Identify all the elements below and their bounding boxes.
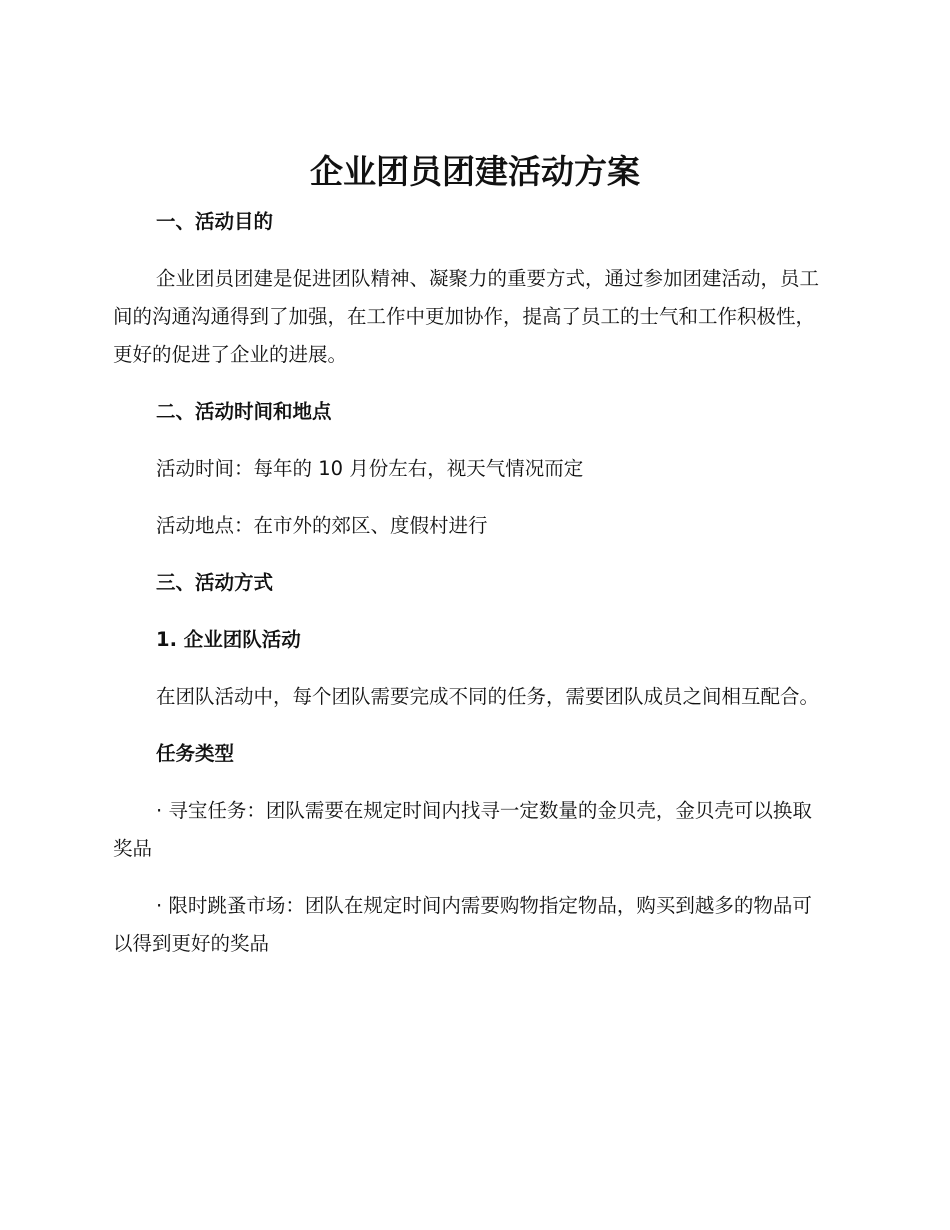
paragraph: 活动时间：每年的 10 月份左右，视天气情况而定 <box>156 457 584 480</box>
document-title: 企业团员团建活动方案 <box>310 152 640 191</box>
paragraph: · 限时跳蚤市场：团队在规定时间内需要购物指定物品，购买到越多的物品可以得到更好的奖品 <box>113 894 812 955</box>
document-body <box>113 203 831 963</box>
section-heading: 1. 企业团队活动 <box>156 628 301 651</box>
section-heading: 三、活动方式 <box>156 571 274 594</box>
paragraph: · 寻宝任务：团队需要在规定时间内找寻一定数量的金贝壳，金贝壳可以换取奖品 <box>113 799 812 860</box>
paragraph: 在团队活动中，每个团队需要完成不同的任务，需要团队成员之间相互配合。 <box>156 685 820 708</box>
paragraph: 活动地点：在市外的郊区、度假村进行 <box>156 514 488 537</box>
section-heading: 一、活动目的 <box>156 210 274 233</box>
section-heading: 任务类型 <box>156 742 235 765</box>
paragraph: 企业团员团建是促进团队精神、凝聚力的重要方式，通过参加团建活动，员工间的沟通沟通得到了加强，在工作中更加协作，提高了员工的士气和工作积极性，更好的促进了企业的进展。 <box>113 267 820 366</box>
section-heading: 二、活动时间和地点 <box>156 400 332 423</box>
